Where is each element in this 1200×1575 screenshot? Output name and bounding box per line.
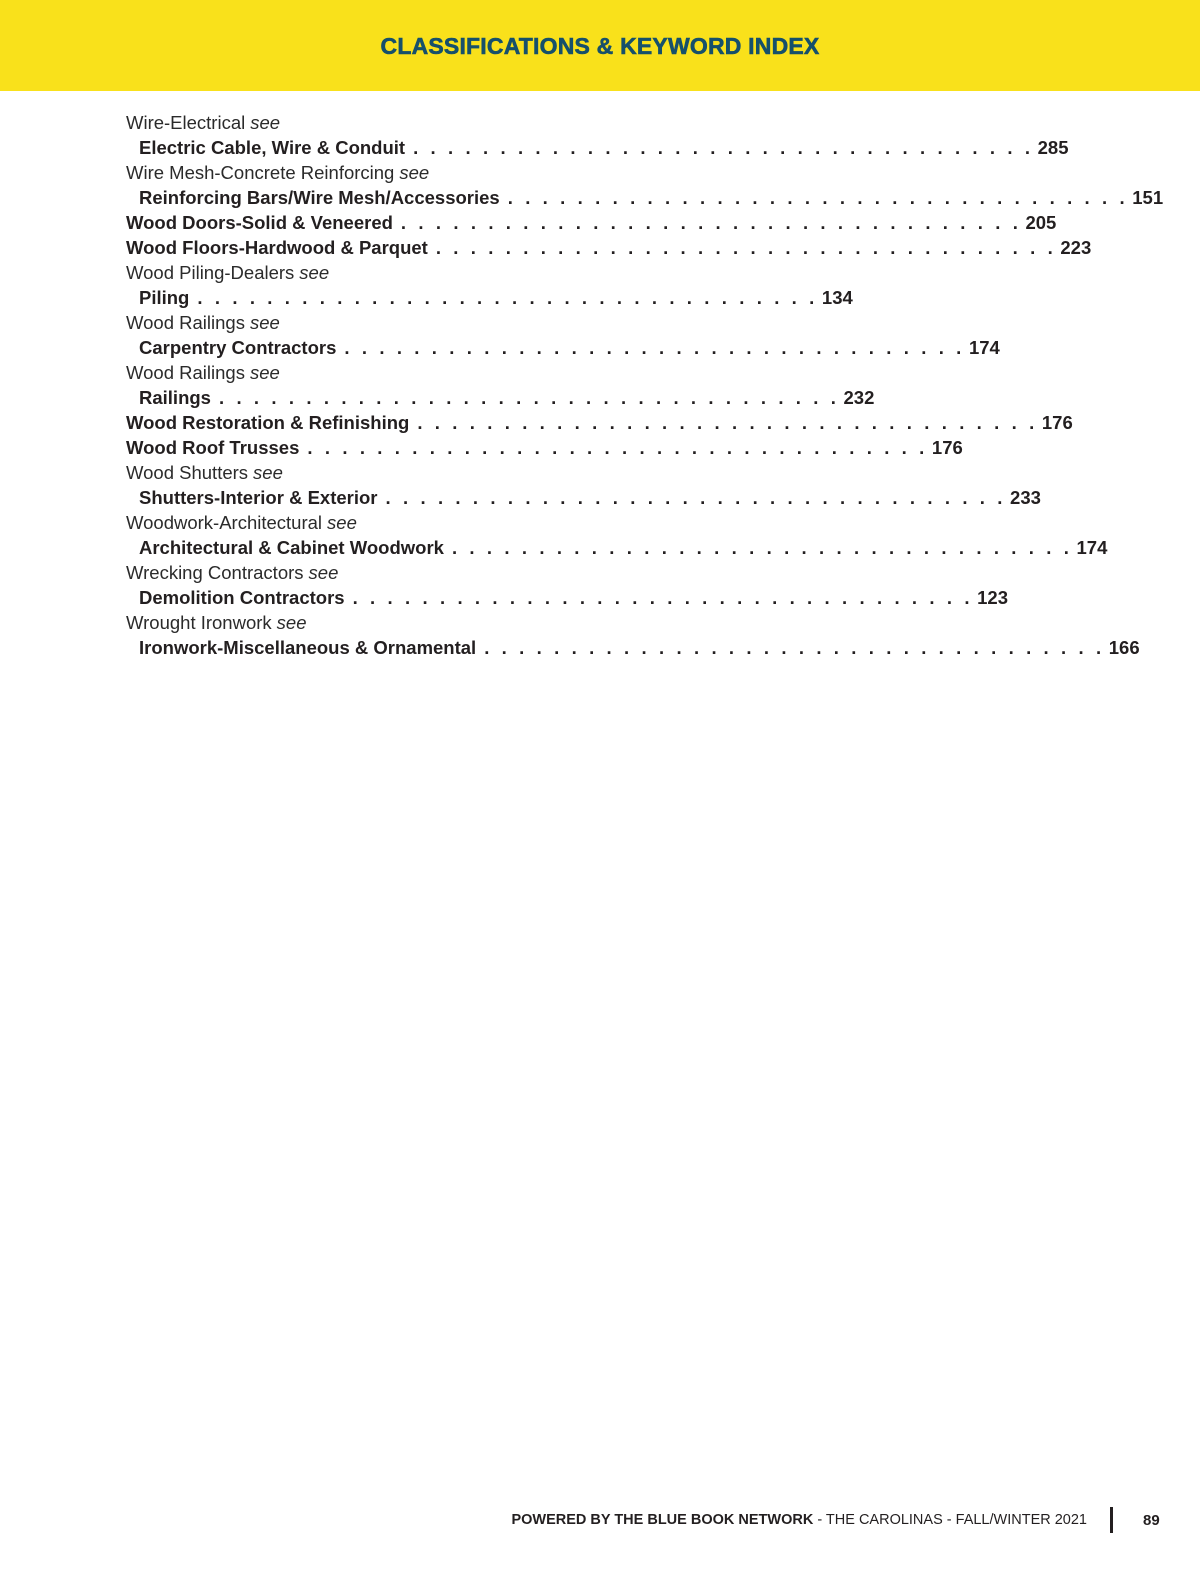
index-term: Wire-Electrical	[126, 112, 246, 133]
see-label: see	[250, 112, 281, 133]
see-label: see	[276, 612, 307, 633]
index-page-number: 223	[1060, 237, 1092, 258]
index-classification: Reinforcing Bars/Wire Mesh/Accessories	[139, 187, 500, 208]
dot-leader: . . . . . . . . . . . . . . . . . . . . . . . . . . . . . . . . . . . .	[344, 337, 965, 358]
index-page-number: 285	[1037, 137, 1069, 158]
index-see-reference	[126, 460, 578, 485]
dot-leader: . . . . . . . . . . . . . . . . . . . . . . . . . . . . . . . . . . . .	[385, 487, 1007, 508]
index-see-reference	[126, 510, 578, 535]
index-classification: Wood Roof Trusses	[126, 437, 300, 458]
page-number: 89	[1143, 1512, 1160, 1529]
index-entry	[126, 335, 1000, 360]
index-page-number: 166	[1108, 637, 1140, 658]
page-title: CLASSIFICATIONS & KEYWORD INDEX	[380, 33, 820, 59]
see-label: see	[399, 162, 430, 183]
index-term: Wire Mesh-Concrete Reinforcing	[126, 162, 395, 183]
see-label: see	[249, 312, 280, 333]
index-entry	[126, 235, 1092, 260]
dot-leader: . . . . . . . . . . . . . . . . . . . . . . . . . . . . . . . . . . . .	[218, 387, 840, 408]
index-see-reference	[126, 110, 578, 135]
index-term: Woodwork-Architectural	[126, 512, 323, 533]
index-see-reference	[126, 360, 578, 385]
index-see-reference	[126, 310, 578, 335]
index-page-number: 174	[1076, 537, 1108, 558]
index-classification: Piling	[139, 287, 190, 308]
index-page-number: 232	[843, 387, 875, 408]
see-label: see	[308, 562, 339, 583]
keyword-index-list	[126, 110, 1164, 660]
index-entry	[126, 485, 1041, 510]
see-label: see	[249, 362, 280, 383]
index-page-number: 134	[821, 287, 853, 308]
index-classification: Shutters-Interior & Exterior	[139, 487, 378, 508]
index-see-reference	[126, 610, 578, 635]
index-page-number: 205	[1025, 212, 1057, 233]
index-entry	[126, 635, 1140, 660]
index-term: Wrecking Contractors	[126, 562, 304, 583]
dot-leader: . . . . . . . . . . . . . . . . . . . . . . . . . . . . . . . . . . . .	[400, 212, 1022, 233]
header-banner	[0, 0, 1200, 91]
index-entry	[126, 185, 1164, 210]
index-classification: Ironwork-Miscellaneous & Ornamental	[139, 637, 477, 658]
index-classification: Architectural & Cabinet Woodwork	[139, 537, 444, 558]
index-classification: Wood Floors-Hardwood & Parquet	[126, 237, 428, 258]
index-term: Wood Piling-Dealers	[126, 262, 295, 283]
index-term: Wood Railings	[126, 312, 245, 333]
index-see-reference	[126, 560, 578, 585]
dot-leader: . . . . . . . . . . . . . . . . . . . . . . . . . . . . . . . . . . . .	[507, 187, 1129, 208]
index-classification: Electric Cable, Wire & Conduit	[139, 137, 406, 158]
index-entry	[126, 535, 1108, 560]
index-classification: Railings	[139, 387, 211, 408]
index-entry	[126, 585, 1008, 610]
index-entry	[126, 385, 875, 410]
index-term: Wood Shutters	[126, 462, 249, 483]
index-see-reference	[126, 260, 578, 285]
dot-leader: . . . . . . . . . . . . . . . . . . . . . . . . . . . . . . . . . . . .	[435, 237, 1057, 258]
index-page-number: 123	[977, 587, 1008, 608]
index-classification: Wood Restoration & Refinishing	[126, 412, 410, 433]
see-label: see	[327, 512, 357, 533]
index-page-number: 176	[1041, 412, 1073, 433]
footer-divider	[1110, 1507, 1113, 1533]
index-entry	[126, 210, 1057, 235]
index-classification: Demolition Contractors	[139, 587, 345, 608]
footer-credit	[511, 1512, 1087, 1528]
index-term: Wrought Ironwork	[126, 612, 272, 633]
index-entry	[126, 135, 1069, 160]
index-term: Wood Railings	[126, 362, 245, 383]
dot-leader: . . . . . . . . . . . . . . . . . . . . . . . . . . . . . . . . . . . .	[352, 587, 974, 608]
index-entry	[126, 285, 853, 310]
see-label: see	[253, 462, 283, 483]
dot-leader: . . . . . . . . . . . . . . . . . . . . . . . . . . . . . . . . . . . .	[197, 287, 818, 308]
index-page-number: 233	[1010, 487, 1041, 508]
index-classification: Wood Doors-Solid & Veneered	[126, 212, 393, 233]
dot-leader: . . . . . . . . . . . . . . . . . . . . . . . . . . . . . . . . . . . .	[413, 137, 1034, 158]
dot-leader: . . . . . . . . . . . . . . . . . . . . . . . . . . . . . . . . . . . .	[484, 637, 1105, 658]
footer-edition: - THE CAROLINAS - FALL/WINTER 2021	[813, 1512, 1087, 1528]
footer-brand: POWERED BY THE BLUE BOOK NETWORK	[511, 1512, 814, 1528]
index-page-number: 174	[968, 337, 1000, 358]
dot-leader: . . . . . . . . . . . . . . . . . . . . . . . . . . . . . . . . . . . .	[307, 437, 928, 458]
index-classification: Carpentry Contractors	[139, 337, 337, 358]
index-entry	[126, 410, 1073, 435]
see-label: see	[299, 262, 330, 283]
index-entry	[126, 435, 963, 460]
dot-leader: . . . . . . . . . . . . . . . . . . . . . . . . . . . . . . . . . . . .	[451, 537, 1073, 558]
index-see-reference	[126, 160, 578, 185]
index-page-number: 151	[1132, 187, 1164, 208]
index-page-number: 176	[931, 437, 963, 458]
dot-leader: . . . . . . . . . . . . . . . . . . . . . . . . . . . . . . . . . . . .	[417, 412, 1038, 433]
